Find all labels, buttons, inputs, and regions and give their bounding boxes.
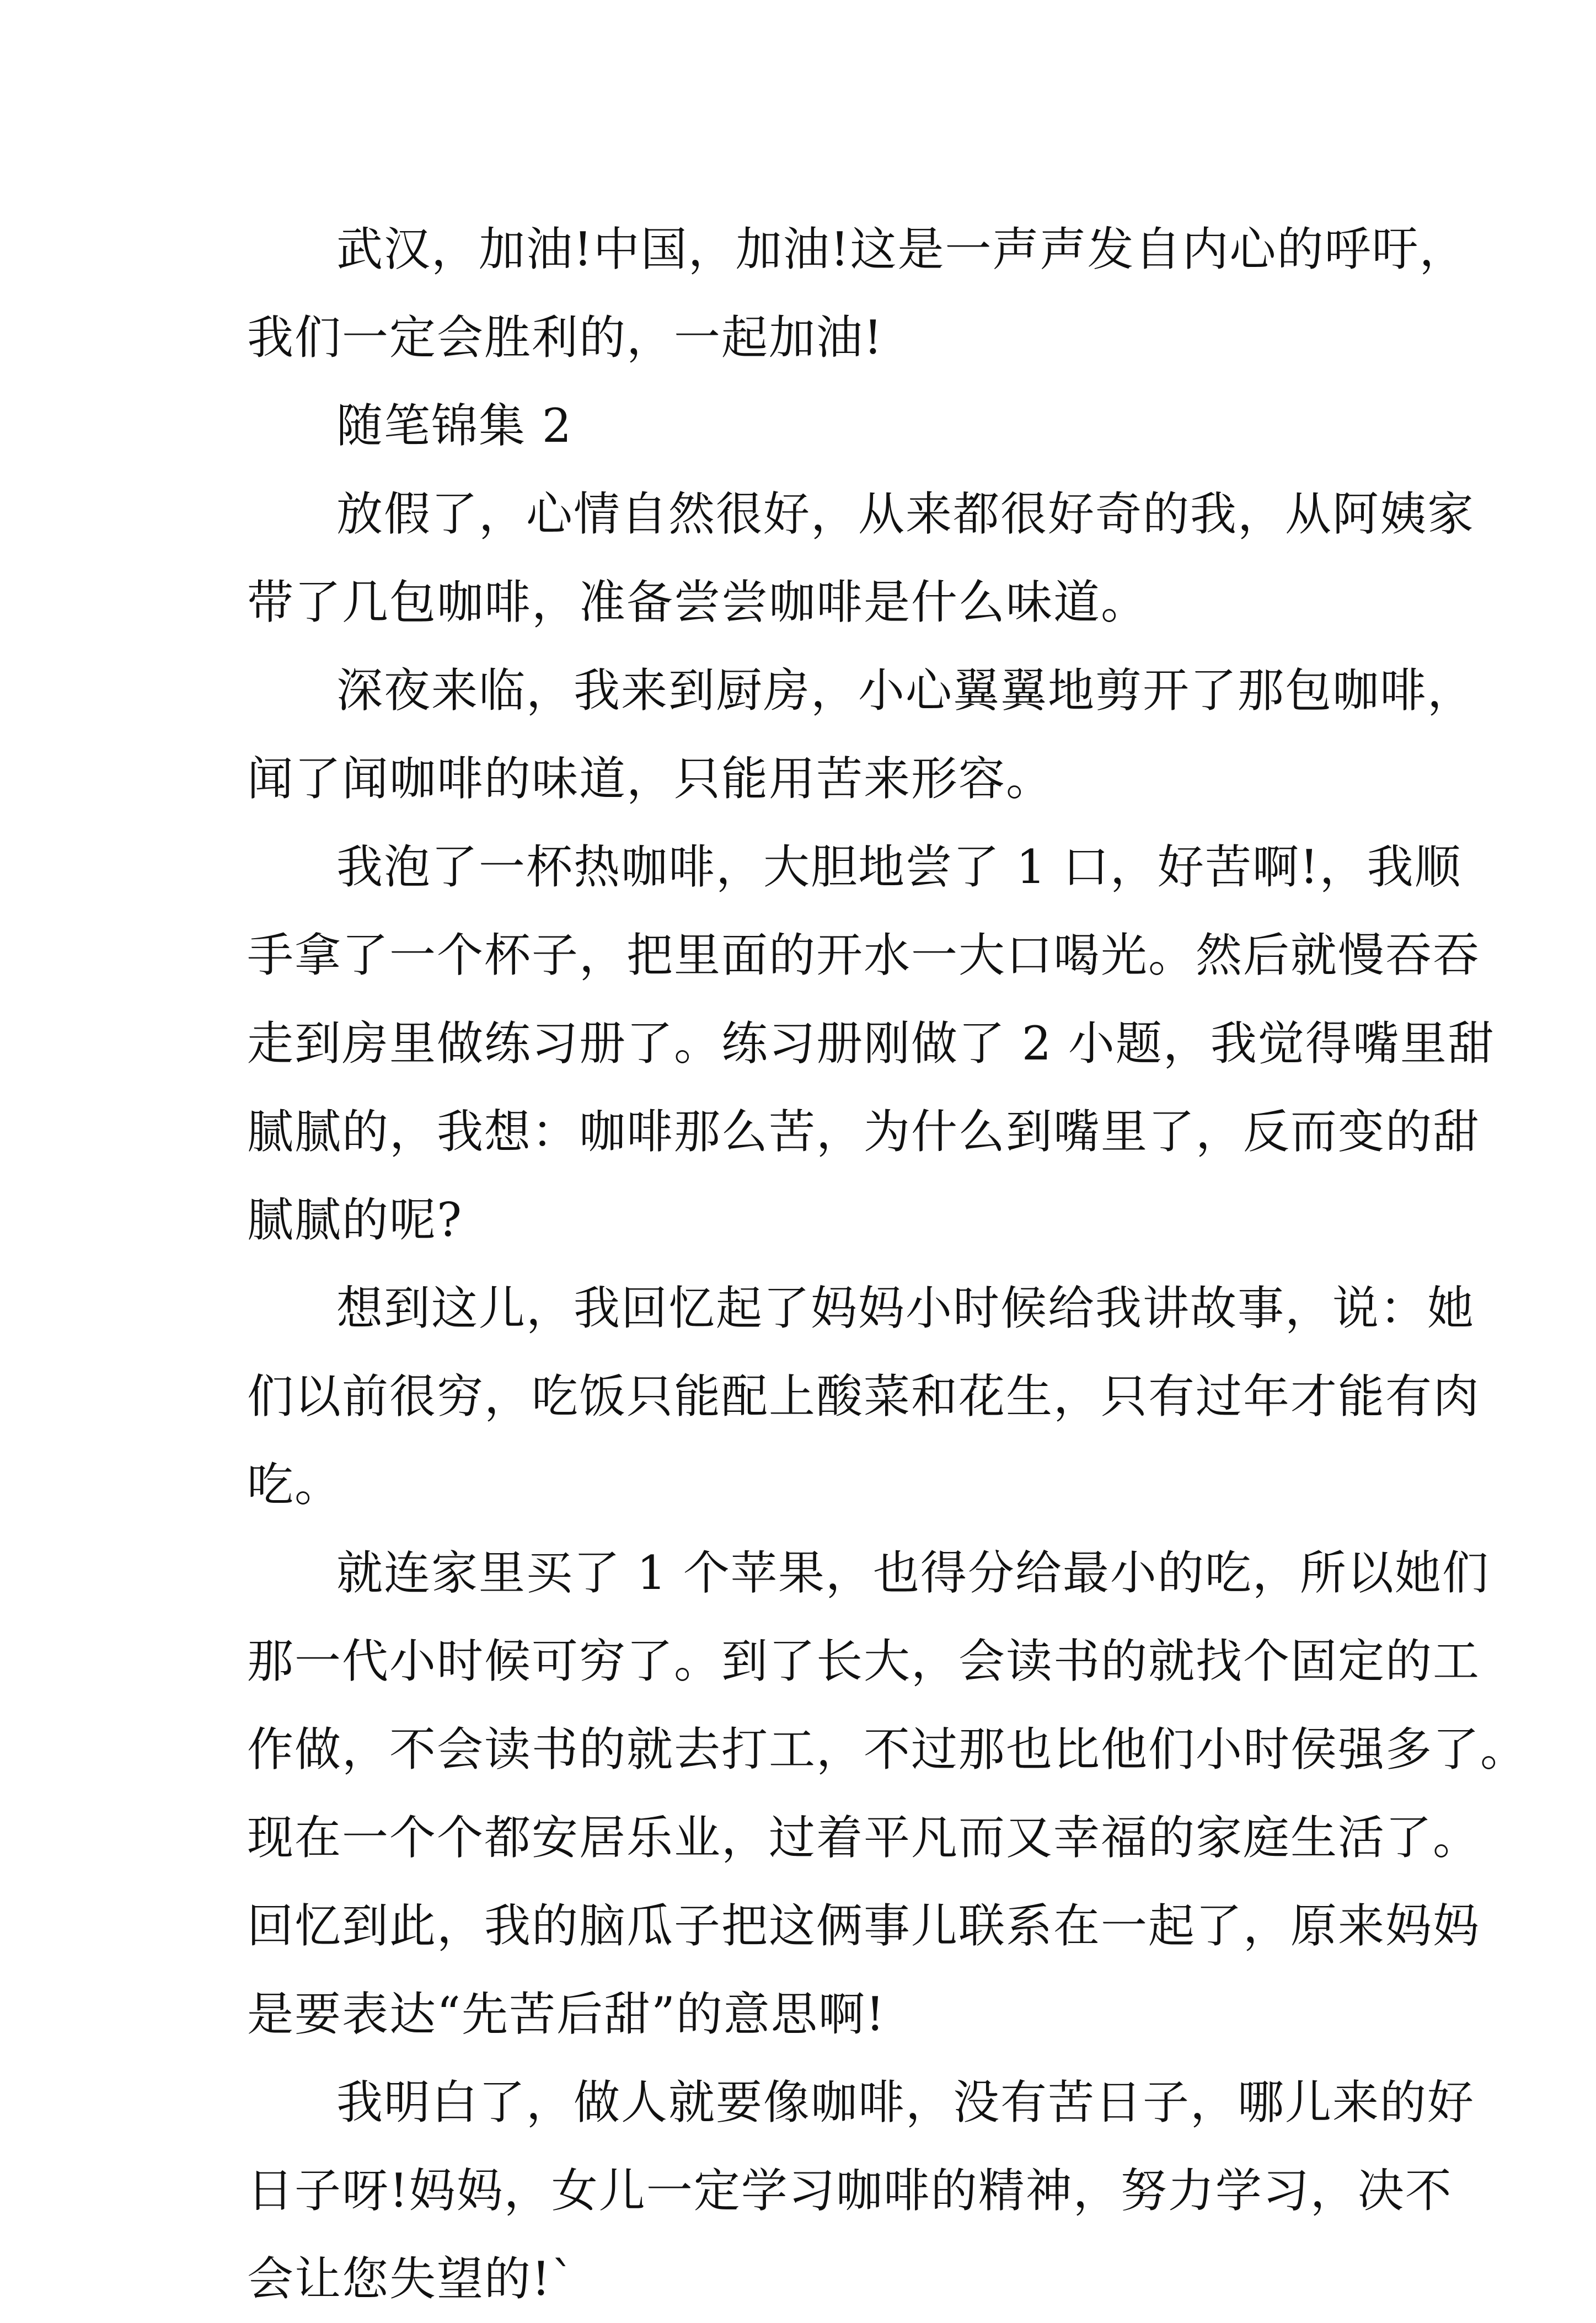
text-line: 腻腻的呢?	[247, 1193, 463, 1247]
text-line: 现在一个个都安居乐业，过着平凡而又幸福的家庭生活了。	[247, 1811, 1481, 1865]
text-line: 就连家里买了 1 个苹果，也得分给最小的吃，所以她们	[336, 1546, 1490, 1600]
text-line: 放假了，心情自然很好，从来都很好奇的我，从阿姨家	[336, 487, 1475, 541]
text-line: 走到房里做练习册了。练习册刚做了 2 小题，我觉得嘴里甜	[247, 1016, 1495, 1070]
text-line: 想到这儿，我回忆起了妈妈小时候给我讲故事，说：她	[336, 1281, 1475, 1335]
text-line: 回忆到此，我的脑瓜子把这俩事儿联系在一起了，原来妈妈	[247, 1899, 1481, 1953]
text-line: 我们一定会胜利的，一起加油!	[247, 311, 883, 365]
text-line: 闻了闻咖啡的味道，只能用苦来形容。	[247, 752, 1054, 806]
text-line: 日子呀!妈妈，女儿一定学习咖啡的精神，努力学习，决不	[247, 2164, 1453, 2218]
document-body	[247, 205, 1528, 2323]
text-line: 我明白了，做人就要像咖啡，没有苦日子，哪儿来的好	[336, 2075, 1475, 2129]
section-heading: 随笔锦集 2	[336, 399, 573, 453]
text-line: 腻腻的，我想：咖啡那么苦，为什么到嘴里了，反而变的甜	[247, 1105, 1481, 1159]
text-line: 是要表达“先苦后甜”的意思啊!	[247, 1987, 886, 2041]
text-line: 吃。	[247, 1458, 342, 1512]
text-line: 手拿了一个杯子，把里面的开水一大口喝光。然后就慢吞吞	[247, 928, 1481, 982]
text-line: 武汉，加油!中国，加油!这是一声声发自内心的呼吁，	[336, 222, 1467, 276]
text-line: 我泡了一杯热咖啡，大胆地尝了 1 口，好苦啊!，我顺	[336, 840, 1462, 894]
text-line: 深夜来临，我来到厨房，小心翼翼地剪开了那包咖啡，	[336, 663, 1475, 718]
text-line: 作做，不会读书的就去打工，不过那也比他们小时侯强多了。	[247, 1722, 1528, 1776]
text-line: 们以前很穷，吃饭只能配上酸菜和花生，只有过年才能有肉	[247, 1369, 1481, 1423]
text-line: 带了几包咖啡，准备尝尝咖啡是什么味道。	[247, 575, 1149, 629]
text-line: 那一代小时候可穷了。到了长大，会读书的就找个固定的工	[247, 1634, 1481, 1688]
text-line: 会让您失望的!`	[247, 2252, 576, 2306]
